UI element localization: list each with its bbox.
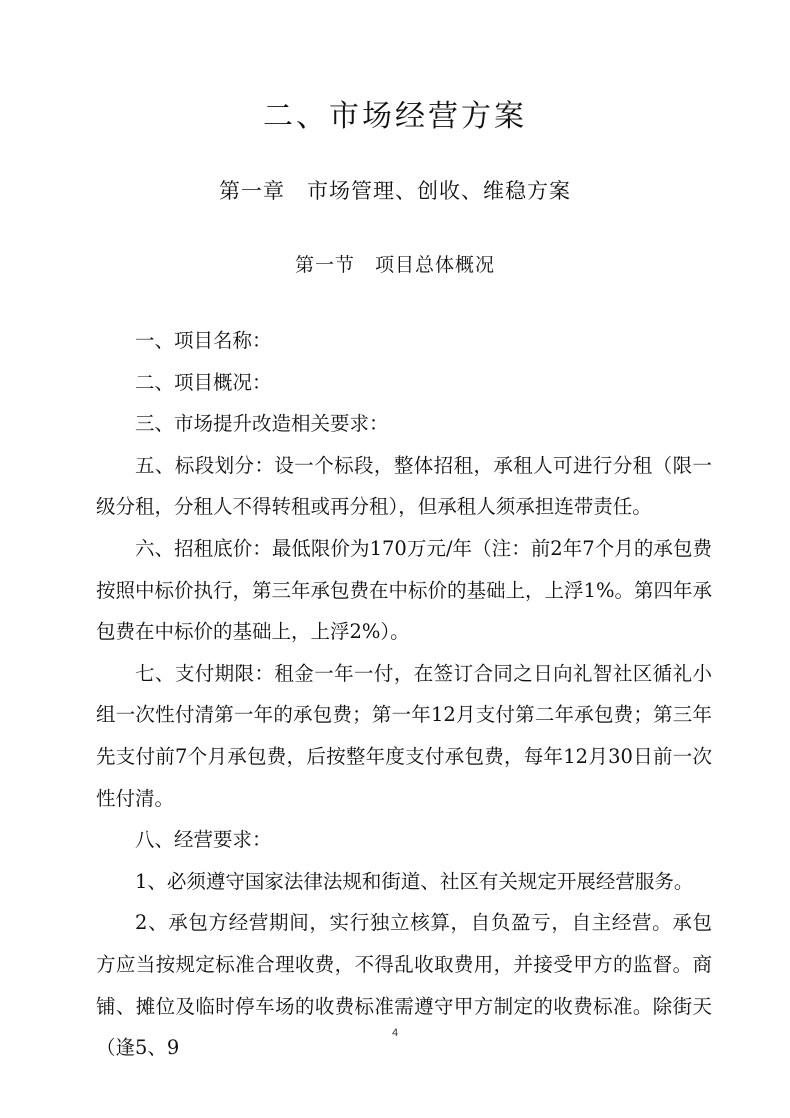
document-title: 二、市场经营方案 xyxy=(263,99,527,134)
paragraph-lot-division: 五、标段划分：设一个标段，整体招租，承租人可进行分租（限一级分租，分租人不得转租或再分租），但承租人须承担连带责任。 xyxy=(96,453,712,519)
paragraph-requirement-1: 1、必须遵守国家法律法规和街道、社区有关规定开展经营服务。 xyxy=(135,869,694,893)
paragraph-upgrade-requirements: 三、市场提升改造相关要求： xyxy=(135,412,389,436)
section-heading: 第一节 项目总体概况 xyxy=(294,254,495,276)
paragraph-payment-terms: 七、支付期限：租金一年一付，在签订合同之日向礼智社区循礼小组一次性付清第一年的承包费；第一年12月支付第二年承包费；第三年先支付前7个月承包费，后按整年度支付承包费，每年12月30日前一次性付清。 xyxy=(96,661,712,810)
page-number: 4 xyxy=(391,1027,399,1039)
paragraph-project-overview: 二、项目概况： xyxy=(135,370,272,394)
paragraph-reserve-price: 六、招租底价：最低限价为170万元/年（注：前2年7个月的承包费按照中标价执行，第三年承包费在中标价的基础上，上浮1%。第四年承包费在中标价的基础上，上浮2%）。 xyxy=(96,536,712,644)
paragraph-requirement-2: 2、承包方经营期间，实行独立核算，自负盈亏，自主经营。承包方应当按规定标准合理收费，不得乱收取费用，并接受甲方的监督。商铺、摊位及临时停车场的收费标准需遵守甲方制定的收费标准。除街天（逢5、9 xyxy=(96,911,712,1060)
paragraph-operating-requirements: 八、经营要求： xyxy=(135,828,272,852)
chapter-heading: 第一章 市场管理、创收、维稳方案 xyxy=(219,179,571,203)
paragraph-project-name: 一、项目名称： xyxy=(135,329,272,352)
document-body xyxy=(96,320,712,1069)
